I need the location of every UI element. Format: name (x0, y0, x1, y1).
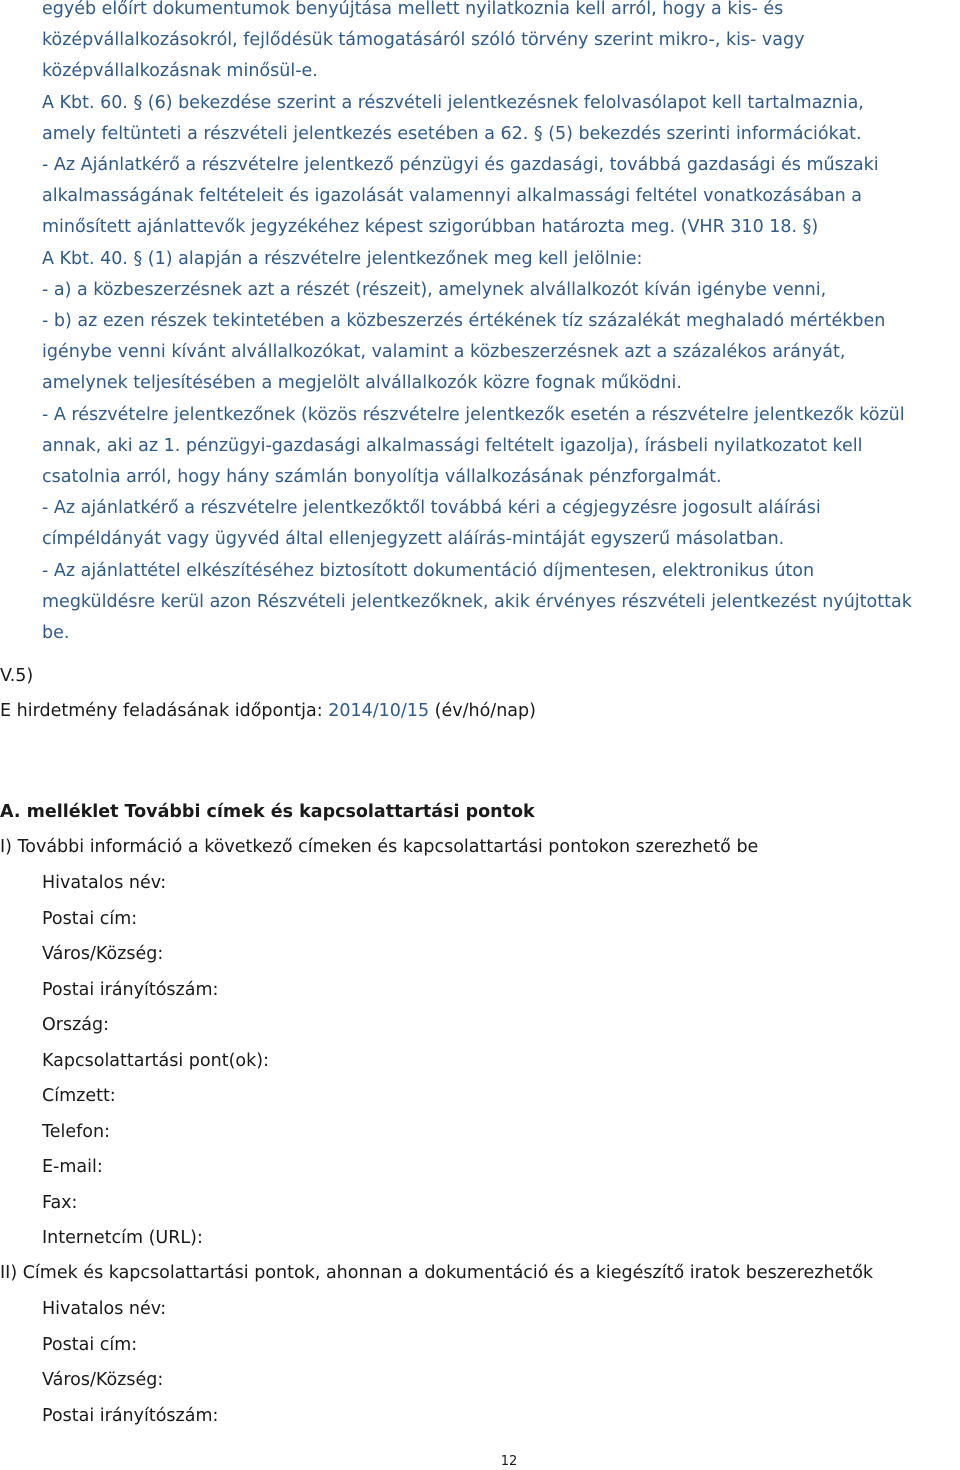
dispatch-date-label: E hirdetmény feladásának időpontja: (0, 701, 329, 721)
text-line: minősített ajánlattevők jegyzékéhez képest szigorúbban határozta meg. (VHR 310 18. §) (42, 217, 819, 238)
text-line: középvállalkozásokról, fejlődésük támogatásáról szóló törvény szerint mikro-, kis- vagy (42, 30, 805, 51)
text-line: amelynek teljesítésében a megjelölt alvállalkozók közre fognak működni. (42, 373, 682, 394)
text-line: középvállalkozásnak minősül-e. (42, 61, 318, 82)
field-label-contact-points: Kapcsolattartási pont(ok): (42, 1050, 269, 1071)
field-label-email: E-mail: (42, 1157, 103, 1177)
section-v5-label: V.5) (0, 666, 34, 686)
text-line: be. (42, 623, 70, 644)
part2-heading: II) Címek és kapcsolattartási pontok, ahonnan a dokumentáció és a kiegészítő iratok beszerezhetők (0, 1263, 874, 1283)
notice-additional-info-text (42, 0, 957, 649)
text-line: A Kbt. 40. § (1) alapján a részvételre jelentkezőnek meg kell jelölnie: (42, 248, 643, 269)
field-label-attention: Címzett: (42, 1086, 116, 1106)
text-line: amely feltünteti a részvételi jelentkezés esetében a 62. § (5) bekezdés szerinti információkat. (42, 123, 862, 144)
text-line: alkalmasságának feltételeit és igazolását valamennyi alkalmassági feltétel vonatkozásában a (42, 186, 863, 207)
text-line: - Az Ajánlatkérő a részvételre jelentkező pénzügyi és gazdasági, továbbá gazdasági és műszaki (42, 155, 879, 176)
field-label-postal-address: Postai cím: (42, 908, 138, 929)
dispatch-date-format: (év/hó/nap) (429, 701, 536, 721)
part2-field-list (42, 1292, 218, 1434)
field-label-url: Internetcím (URL): (42, 1228, 203, 1248)
field-label-town: Város/Község: (42, 1370, 164, 1390)
text-line: csatolnia arról, hogy hány számlán bonyolítja vállalkozásának pénzforgalmát. (42, 467, 722, 488)
field-label-country: Ország: (42, 1015, 110, 1035)
dispatch-date-row (0, 699, 536, 723)
text-line: - b) az ezen részek tekintetében a közbeszerzés értékének tíz százalékát meghaladó mértékben (42, 311, 886, 332)
text-line: címpéldányát vagy ügyvéd által ellenjegyzett aláírás-mintáját egyszerű másolatban. (42, 529, 785, 550)
field-label-postal-code: Postai irányítószám: (42, 979, 219, 1000)
dispatch-date-value: 2014/10/15 (328, 701, 430, 721)
field-label-telephone: Telefon: (42, 1121, 110, 1142)
part1-heading: I) További információ a következő címeken és kapcsolattartási pontokon szerezhető be (0, 837, 759, 857)
annex-title: A. melléklet További címek és kapcsolattartási pontok (0, 802, 535, 822)
field-label-postal-code: Postai irányítószám: (42, 1405, 219, 1426)
field-label-postal-address: Postai cím: (42, 1334, 138, 1355)
field-label-town: Város/Község: (42, 944, 164, 964)
text-line: A Kbt. 60. § (6) bekezdése szerint a részvételi jelentkezésnek felolvasólapot kell tartalmaznia, (42, 92, 864, 113)
text-line: - A részvételre jelentkezőnek (közös részvételre jelentkezők esetén a részvételre jelentkezők közül (42, 404, 905, 425)
field-label-official-name: Hivatalos név: (42, 873, 167, 893)
part1-field-list (42, 866, 269, 1257)
field-label-official-name: Hivatalos név: (42, 1299, 167, 1319)
text-line: egyéb előírt dokumentumok benyújtása mellett nyilatkoznia kell arról, hogy a kis- és (42, 0, 784, 19)
text-line: - a) a közbeszerzésnek azt a részét (részeit), amelynek alvállalkozót kíván igénybe venni, (42, 279, 827, 300)
text-line: - Az ajánlattétel elkészítéséhez biztosított dokumentáció díjmentesen, elektronikus úton (42, 560, 815, 581)
field-label-fax: Fax: (42, 1192, 78, 1213)
text-line: igénybe venni kívánt alvállalkozókat, valamint a közbeszerzésnek azt a százalékos arányát, (42, 342, 846, 363)
text-line: - Az ajánlatkérő a részvételre jelentkezőktől továbbá kéri a cégjegyzésre jogosult aláírási (42, 498, 821, 519)
page-number: 12 (500, 1454, 518, 1469)
text-line: annak, aki az 1. pénzügyi-gazdasági alkalmassági feltételt igazolja), írásbeli nyilatkozatot kell (42, 435, 863, 456)
text-line: megküldésre kerül azon Részvételi jelentkezőknek, akik érvényes részvételi jelentkezést nyújtottak (42, 591, 912, 612)
